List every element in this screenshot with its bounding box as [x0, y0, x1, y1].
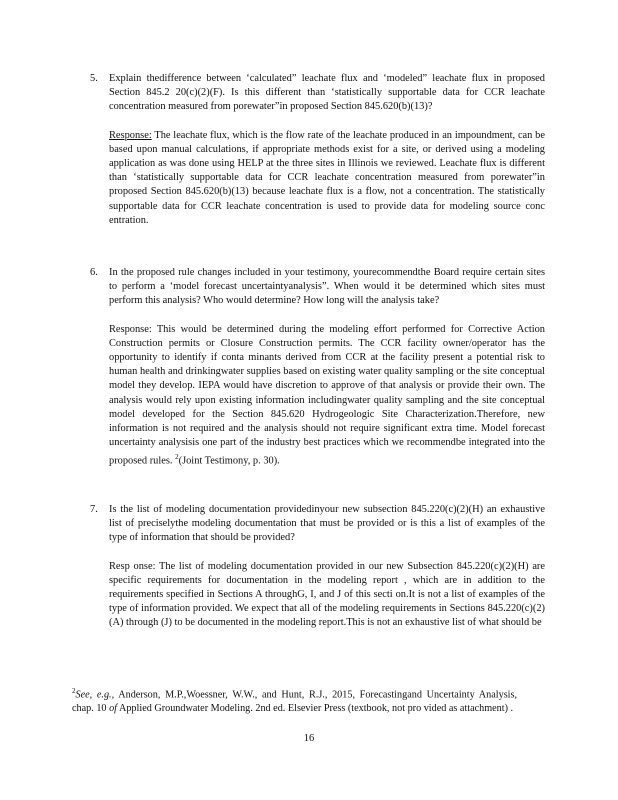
response-label: Response: [109, 323, 152, 335]
response-paragraph [109, 323, 545, 470]
question-text: Is the list of modeling documentation providedinyour new subsection 845.220(c)(2)(H) an exhaustive list of preciselythe modeling documentation that must be provided or is this a list of examples of the type of information that should be provided? [109, 504, 545, 544]
response-paragraph [109, 129, 545, 228]
footnote-text-continued: Applied Groundwater Modeling. 2nd ed. Elsevier Press (textbook, not pro vided as attachment) . [117, 702, 514, 714]
footnote-eg: e.g., [96, 689, 115, 701]
question-number: 6. [90, 267, 98, 278]
response-paragraph [109, 560, 545, 631]
response-text: The list of modeling documentation provided in our new Subsection 845.220(c)(2)(H) are specific requirements for documentation in the modeling report , which are in addition to the requirements specified in Sections A throughG, I, and J of this secti on.It is not a list of examples of the type of information provided. We expect that all of the modeling requirements in Sections 845.220(c)(2)(A) through (J) to be documented in the modeling report.This is not an exhaustive list of what should be [109, 560, 546, 629]
footnote-reference: 2 [175, 453, 179, 462]
question-7 [90, 503, 545, 631]
response-label: Response: [109, 129, 152, 141]
response-text: The leachate flux, which is the flow rate of the leachate produced in an impoundment, can be based upon manual calculations, if appropriate methods exist for a site, or derived using a modeling application as was done using HELP at the three sites in Illinois we reviewed. Leachate flux is different than ‘statistically supportable data for CCR leachate concentration measured from porewater”in proposed Section 845.620(b)(13) because leachate flux is a flow, not a concentration. The statistically supportable data for CCR leachate concentration is used to provide data for modeling source conc entration. [109, 129, 545, 226]
question-number: 7. [90, 504, 98, 515]
footnote [72, 685, 517, 716]
question-6 [90, 266, 545, 469]
response-citation: (Joint Testimony, p. 30). [178, 455, 280, 467]
question-number: 5. [90, 73, 98, 84]
question-text: Explain thedifference between ‘calculated” leachate flux and ‘modeled” leachate flux in proposed Section 845.2 20(c)(2)(F). Is this different than ‘statistically supportable data for CCR leachate concentration measured from porewater”in proposed Section 845.620(b)(13)? [109, 73, 545, 113]
footnote-marker: 2 [72, 687, 76, 695]
question-5 [90, 72, 545, 228]
footnote-see: See, [75, 689, 93, 701]
footnote-text: Anderson, M.P.,Woessner, W.W., and Hunt, R.J., 2015, Forecastingand Uncertainty Analysis, chap. 10 [72, 689, 517, 714]
question-text: In the proposed rule changes included in your testimony, yourecommendthe Board require certain sites to perform a ‘model forecast uncertaintyanalysis”. When would it be determined which sites must perform this analysis? Who would determine? How long will the analysis take? [109, 267, 545, 307]
response-text: This would be determined during the modeling effort performed for Corrective Action Construction permits or Closure Construction permits. The CCR facility owner/operator has the opportunity to identify if conta minants derived from CCR at the facility present a potential risk to human health and drinkingwater supplies based on existing water quality sampling or the site conceptual model they develop. IEPA would have discretion to approve of that analysis or provide their own. The analysis would rely upon existing information includingwater quality sampling and the site conceptual model developed for the Section 845.620 Hydrogeologic Site Characterization.Therefore, new information is not required and the analysis should not require significant extra time. Model forecast uncertainty analysisis one part of the industry best practices which we recommendbe integrated into the proposed rules. [109, 323, 545, 467]
response-label: Resp onse: [109, 560, 156, 572]
page-number: 16 [303, 733, 315, 744]
footnote-of: of [109, 702, 117, 714]
